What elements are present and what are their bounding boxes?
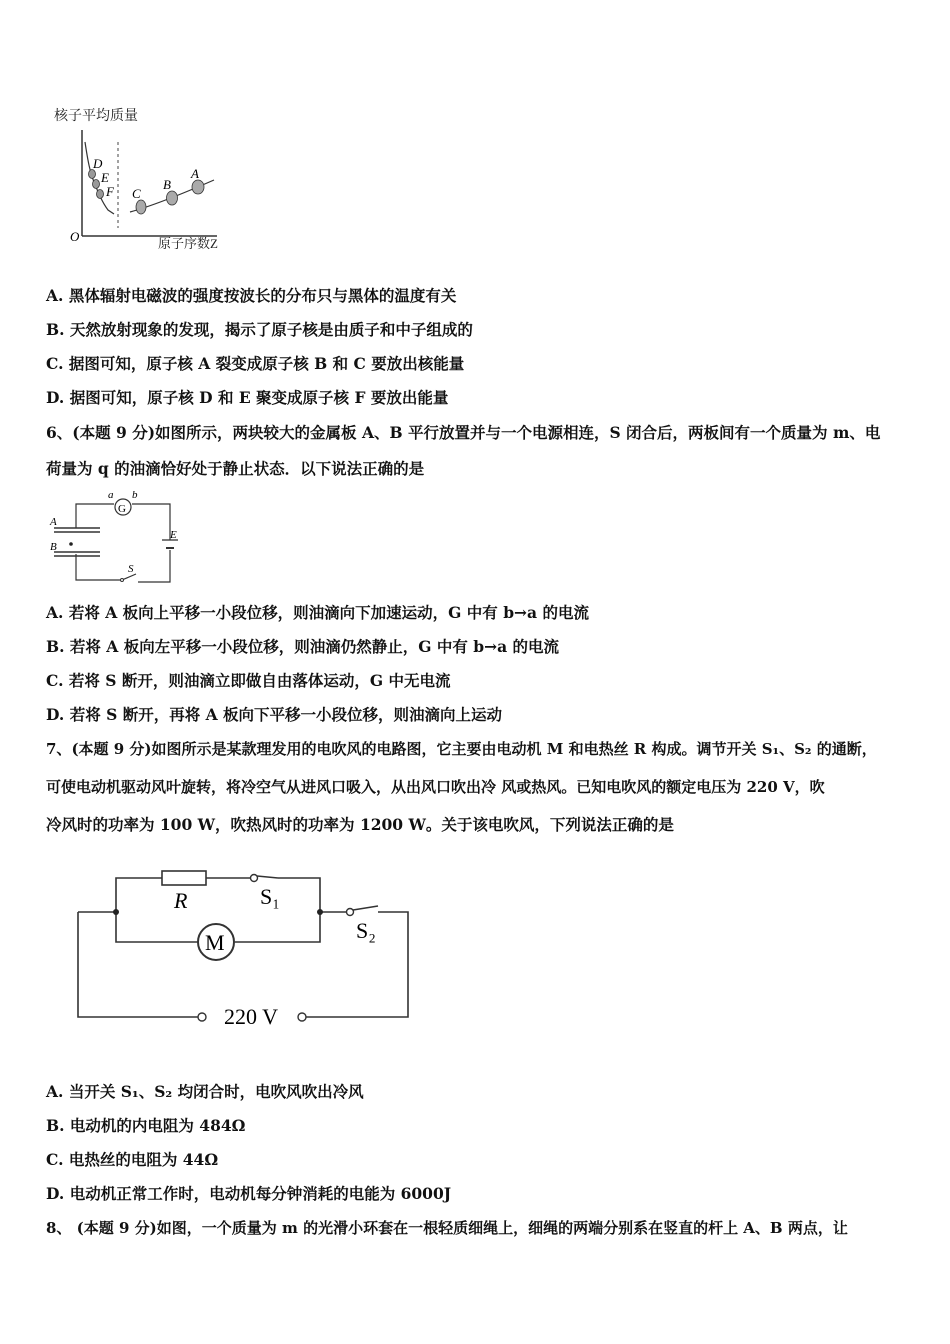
nuclear-mass-figure xyxy=(52,102,242,252)
switch-pivot xyxy=(121,579,124,582)
circuit-wire xyxy=(76,504,170,582)
q7-option-d: D. 电动机正常工作时，电动机每分钟消耗的电能为 6000J xyxy=(46,1184,452,1203)
galvanometer-label: G xyxy=(118,503,126,515)
junction-left xyxy=(113,909,119,915)
point-A xyxy=(192,180,204,194)
label-B: B xyxy=(163,177,171,192)
q6-stem-line1: 6、(本题 9 分)如图所示，两块较大的金属板 A、B 平行放置并与一个电源相连，S 闭合后，两板间有一个质量为 m、电 xyxy=(46,423,881,442)
oil-drop xyxy=(69,542,73,546)
q7-stem-line3: 冷风时的功率为 100 W，吹热风时的功率为 1200 W。关于该电吹风，下列说法正确的是 xyxy=(46,815,674,834)
label-E: E xyxy=(101,170,109,185)
label-S2: S₂ xyxy=(356,918,376,943)
label-S1: S₁ xyxy=(260,884,280,909)
label-A: A xyxy=(191,166,199,181)
label-E: E xyxy=(170,529,177,541)
origin-label: O xyxy=(70,229,80,244)
q7-stem-line2: 可使电动机驱动风叶旋转，将冷空气从进风口吸入，从出风口吹出冷 风或热风。已知电吹风的额定电压为 220 V，吹 xyxy=(46,778,825,796)
q7-option-c: C. 电热丝的电阻为 44Ω xyxy=(46,1150,219,1169)
mass-curve-left xyxy=(85,142,114,214)
label-a: a xyxy=(108,490,114,501)
switch-S2-blade xyxy=(353,906,378,910)
point-F xyxy=(97,190,104,199)
terminal-right xyxy=(298,1013,306,1021)
label-S: S xyxy=(128,563,134,575)
point-B xyxy=(167,191,178,205)
label-R: R xyxy=(174,888,188,913)
q7-stem-line1: 7、(本题 9 分)如图所示是某款理发用的电吹风的电路图，它主要由电动机 M 和电热丝 R 构成。调节开关 S₁、S₂ 的通断， xyxy=(46,740,877,758)
q5-option-b: B. 天然放射现象的发现，揭示了原子核是由质子和中子组成的 xyxy=(46,320,473,339)
q6-option-a: A. 若将 A 板向上平移一小段位移，则油滴向下加速运动，G 中有 b→a 的电流 xyxy=(46,603,589,622)
label-D: D xyxy=(93,156,103,171)
capacitor-circuit-figure xyxy=(46,490,186,590)
figure-xlabel: 原子序数Z xyxy=(158,236,218,251)
label-plate-B: B xyxy=(50,541,57,553)
resistor-R xyxy=(162,871,206,885)
voltage-label: 220 V xyxy=(224,1004,278,1029)
q5-option-c: C. 据图可知，原子核 A 裂变成原子核 B 和 C 要放出核能量 xyxy=(46,354,465,373)
q7-option-b: B. 电动机的内电阻为 484Ω xyxy=(46,1116,246,1135)
label-M: M xyxy=(205,930,225,955)
label-F: F xyxy=(106,184,114,199)
switch-S1-blade xyxy=(257,876,278,878)
q6-option-b: B. 若将 A 板向左平移一小段位移，则油滴仍然静止，G 中有 b→a 的电流 xyxy=(46,637,560,656)
q6-option-c: C. 若将 S 断开，则油滴立即做自由落体运动，G 中无电流 xyxy=(46,671,451,690)
switch-S1-contact xyxy=(251,875,258,882)
q6-option-d: D. 若将 S 断开，再将 A 板向下平移一小段位移，则油滴向上运动 xyxy=(46,705,503,724)
hair-dryer-circuit-figure xyxy=(70,862,420,1032)
point-C xyxy=(136,200,146,214)
q5-option-d: D. 据图可知，原子核 D 和 E 聚变成原子核 F 要放出能量 xyxy=(46,388,449,407)
q7-option-a: A. 当开关 S₁、S₂ 均闭合时，电吹风吹出冷风 xyxy=(46,1082,364,1101)
label-plate-A: A xyxy=(50,516,57,528)
junction-right xyxy=(317,909,323,915)
q6-stem-line2: 荷量为 q 的油滴恰好处于静止状态．以下说法正确的是 xyxy=(46,459,425,478)
figure-ylabel: 核子平均质量 xyxy=(54,109,138,124)
q8-stem-line1: 8、 (本题 9 分)如图，一个质量为 m 的光滑小环套在一根轻质细绳上，细绳的两端分别系在竖直的杆上 A、B 两点，让 xyxy=(46,1219,848,1237)
q5-option-a: A. 黑体辐射电磁波的强度按波长的分布只与黑体的温度有关 xyxy=(46,286,457,305)
switch-S2-contact xyxy=(347,909,354,916)
point-E xyxy=(93,180,100,189)
terminal-left xyxy=(198,1013,206,1021)
label-C: C xyxy=(132,186,141,201)
label-b: b xyxy=(132,490,138,501)
